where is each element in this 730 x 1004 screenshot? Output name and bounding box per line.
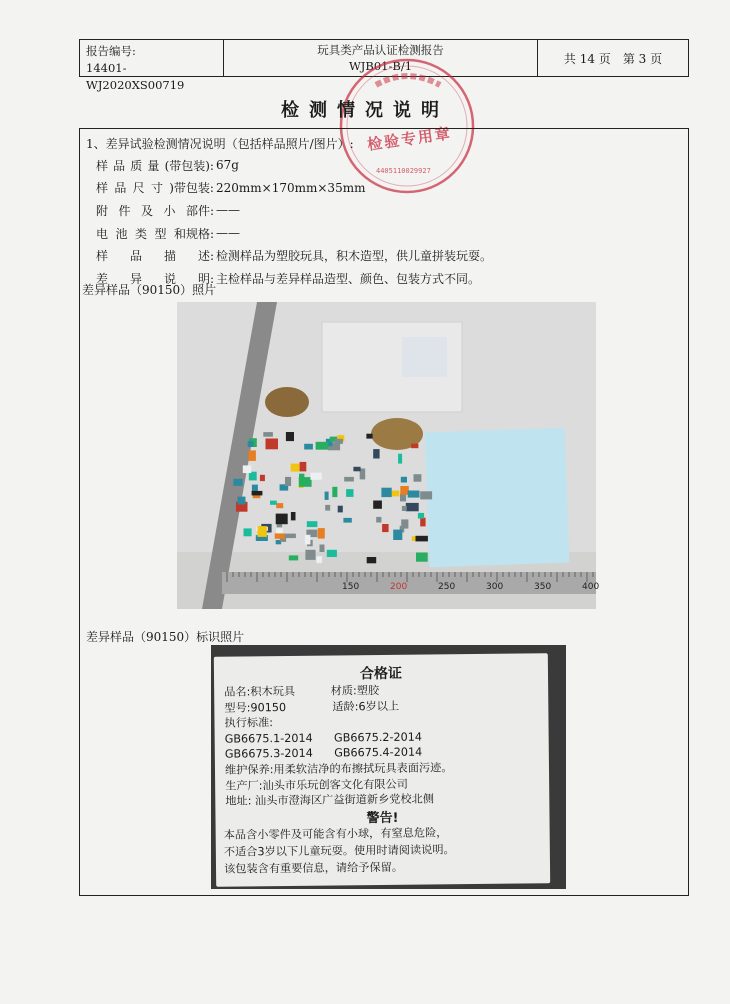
toy-part	[266, 439, 279, 450]
info-value: 检测样品为塑胶玩具，积木造型，供儿童拼装玩耍。	[216, 249, 493, 264]
toy-part	[411, 444, 418, 449]
info-label: 电 池 类 型 和规格:	[96, 226, 214, 241]
toy-part	[382, 524, 389, 532]
toy-part	[276, 503, 283, 508]
warning-text: 本品含小零件及可能含有小球，有窒息危险， 不适合3岁以下儿童玩耍。使用时请阅读说明。 该包装含有重要信息，请给予保留。	[223, 826, 455, 876]
info-value: ——	[216, 203, 240, 218]
toy-part	[416, 536, 428, 542]
photo1-caption: 差异样品（90150）照片	[82, 283, 217, 297]
toy-part	[376, 517, 381, 523]
page-count-cell	[538, 40, 688, 76]
ruler-number: 250	[438, 582, 456, 592]
sample-info	[96, 154, 492, 290]
toy-part	[291, 464, 300, 472]
toy-part	[307, 521, 318, 527]
toy-part	[258, 526, 267, 537]
toy-part	[248, 441, 254, 447]
info-row	[96, 177, 492, 200]
toy-part	[300, 462, 307, 472]
warning-title: 警告!	[366, 810, 399, 827]
report-number: 14401-WJ2020XS00719	[86, 61, 185, 92]
info-row	[96, 154, 492, 177]
certificate-title: 合格证	[359, 665, 403, 683]
toy-part	[401, 477, 407, 483]
toy-part	[416, 553, 428, 562]
toy-part	[320, 545, 325, 553]
photo2-caption: 差异样品（90150）标识照片	[86, 630, 245, 644]
info-value: ——	[216, 226, 240, 241]
toy-part	[400, 486, 409, 495]
toy-part	[286, 534, 296, 539]
report-title: 玩具类产品认证检测报告	[317, 43, 444, 57]
page-title: 检测情况说明	[281, 100, 449, 121]
info-label: 附 件 及 小 部件:	[96, 203, 214, 218]
toy-part	[238, 497, 246, 505]
toy-part	[275, 533, 285, 538]
toy-part	[263, 432, 273, 437]
certificate-details: 品名:积木玩具 材质:塑胶 型号:90150 适龄:6岁以上 执行标准: GB6675.1-2014 GB6675.2-2014 GB6675.3-2014 GB6675.4-2014 维护保养:用柔软洁净的布擦拭玩具表面污迹。 生产厂:汕头市乐玩创客文化有限公司 地址: 汕头市澄海区广益街道新乡党校北侧	[224, 684, 453, 808]
toy-part	[338, 506, 343, 513]
section-heading: 1、差异试验检测情况说明（包括样品照片/图片）:	[86, 137, 354, 151]
toy-part	[344, 477, 354, 482]
toy-part	[335, 439, 343, 444]
toy-part	[391, 491, 399, 497]
toy-part	[402, 506, 407, 511]
info-row	[96, 222, 492, 245]
info-label: 样 品 质 量 (带包装):	[96, 158, 214, 173]
toy-part	[305, 550, 315, 560]
toy-part	[393, 530, 402, 540]
report-number-cell	[80, 40, 224, 92]
toy-part	[406, 503, 419, 511]
toy-part	[367, 557, 377, 563]
toy-part	[332, 487, 337, 497]
toy-part	[420, 518, 425, 527]
toy-part	[299, 477, 312, 487]
toy-part	[270, 501, 277, 505]
info-row	[96, 199, 492, 222]
info-label: 样 品 尺 寸 )带包装:	[96, 181, 214, 196]
toy-part	[249, 450, 256, 461]
toy-part	[286, 432, 294, 441]
toy-part	[244, 528, 252, 536]
seal-text: 检验专用章	[366, 124, 453, 154]
toy-part	[260, 475, 265, 481]
toy-part	[316, 556, 322, 563]
toy-part	[346, 489, 353, 497]
info-value: 67g	[216, 158, 239, 173]
label-photo	[211, 645, 566, 889]
ruler-number: 200	[390, 582, 408, 592]
total-pages: 共 14 页	[563, 51, 611, 66]
ruler-number: 400	[582, 582, 600, 592]
toy-part	[381, 488, 391, 497]
toy-part	[373, 449, 379, 458]
info-label: 样 品 描 述:	[96, 249, 214, 264]
info-value: 220mm×170mm×35mm	[216, 180, 366, 195]
toy-part	[418, 513, 424, 519]
toy-part	[408, 491, 420, 498]
toy-part	[420, 491, 432, 499]
toy-part	[252, 485, 258, 492]
toy-part	[366, 434, 372, 439]
toy-part	[276, 514, 288, 525]
sample-photo	[177, 302, 600, 609]
report-number-label: 报告编号:	[86, 44, 136, 58]
toy-part	[325, 505, 330, 511]
info-row	[96, 244, 492, 267]
toy-part	[252, 491, 263, 496]
ruler-number: 350	[534, 582, 552, 592]
toy-part	[414, 474, 422, 482]
toy-part	[318, 528, 325, 539]
certificate-label	[214, 653, 550, 886]
toy-part	[398, 454, 402, 464]
info-value: 主检样品与差异样品造型、颜色、包装方式不同。	[216, 271, 481, 286]
toy-part	[316, 442, 329, 450]
toy-part	[310, 473, 321, 480]
toy-part	[289, 555, 298, 560]
svg-text:4405110029927: 4405110029927	[376, 167, 431, 175]
toy-part	[353, 467, 360, 472]
toy-part	[325, 492, 329, 500]
toy-part	[373, 501, 382, 509]
toy-part	[243, 465, 252, 473]
toy-part	[233, 479, 242, 486]
ruler-number: 300	[486, 582, 504, 592]
page-number: 第 3 页	[622, 51, 663, 66]
ruler-number: 150	[342, 582, 360, 592]
toy-part	[291, 512, 296, 520]
toy-part	[304, 444, 313, 450]
toy-part	[343, 518, 351, 523]
form-code: WJB01-B/1	[348, 59, 413, 73]
toy-part	[327, 550, 337, 557]
toy-part	[305, 535, 311, 545]
toy-part	[285, 477, 291, 486]
info-label: 差 异 说 明:	[96, 271, 214, 286]
toy-part	[401, 519, 408, 528]
